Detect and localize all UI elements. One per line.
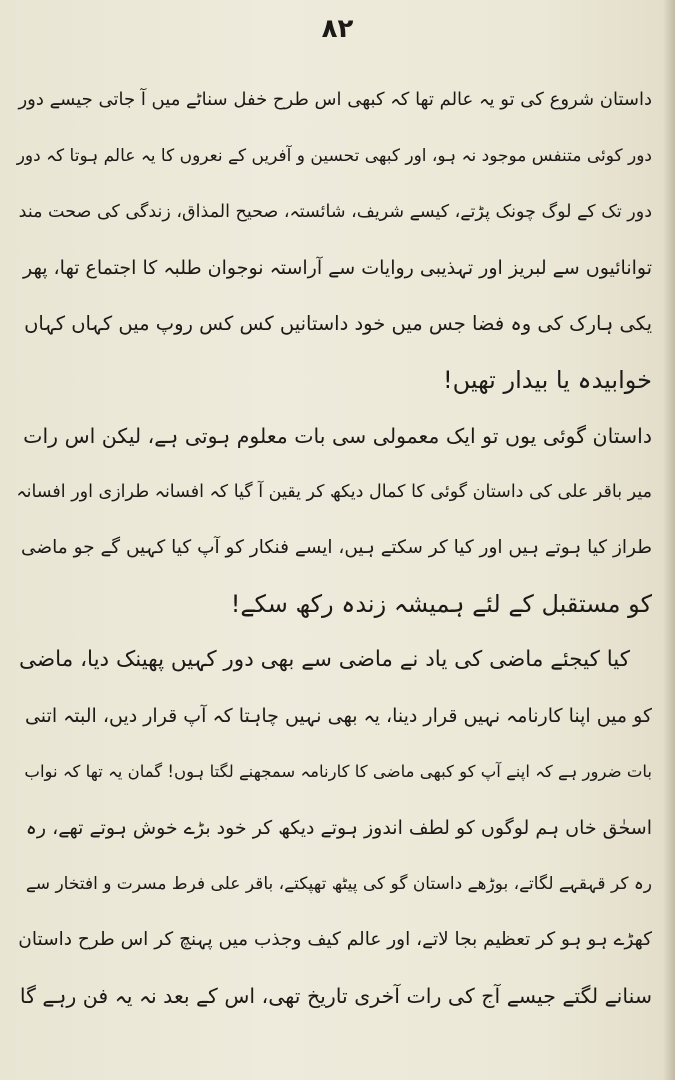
text-line: اسحٰق خاں ہم لوگوں کو لطف اندوز ہوتے دیکھ کر خود بڑے خوش ہوتے تھے، رہ — [25, 817, 652, 839]
body-text — [12, 72, 652, 1024]
text-line: کو میں اپنا کارنامہ نہیں قرار دینا، یہ بھی نہیں چاہتا کہ آپ قرار دیں، البتہ اتنی — [24, 705, 652, 727]
text-line: داستان شروع کی تو یہ عالم تھا کہ کبھی اس طرح خفل سناٹے میں آ جاتی جیسے دور — [18, 89, 652, 110]
text-line: بات ضرور ہے کہ اپنے آپ کو کبھی ماضی کا کارنامہ سمجھنے لگتا ہوں! گمان یہ تھا کہ نواب — [24, 762, 652, 781]
text-line: دور تک کے لوگ چونک پڑتے، کیسے شریف، شائستہ، صحیح المذاق، زندگی کی صحت مند — [18, 202, 652, 222]
text-line: توانائیوں سے لبریز اور تہذیبی روایات سے آراستہ نوجوان طلبہ کا اجتماع تھا، پھر — [22, 257, 652, 279]
text-line: داستان گوئی یوں تو ایک معمولی سی بات معلوم ہوتی ہے، لیکن اس رات — [23, 424, 652, 448]
text-line: خوابیدہ یا بیدار تھیں! — [442, 366, 652, 394]
text-line: سنانے لگتے جیسے آج کی رات آخری تاریخ تھی، اس کے بعد نہ یہ فن رہے گا — [19, 984, 652, 1008]
text-line: دور کوئی متنفس موجود نہ ہو، اور کبھی تحسین و آفریں کے نعروں کا یہ عالم ہوتا کہ دور — [16, 146, 652, 166]
page-number: ۸۲ — [321, 14, 354, 44]
text-line: طراز کیا ہوتے ہیں اور کیا کر سکتے ہیں، ایسے فنکار کو آپ کیا کہیں گے جو ماضی — [21, 537, 652, 558]
binding-shadow — [663, 0, 675, 1080]
text-line: یکی ہارک کی وہ فضا جس میں خود داستانیں کس کس روپ میں کہاں کہاں — [24, 312, 652, 335]
text-line: کو مستقبل کے لئے ہمیشہ زندہ رکھ سکے! — [230, 590, 652, 618]
text-line: کیا کیجئے ماضی کی یاد نے ماضی سے بھی دور کہیں پھینک دیا، ماضی — [19, 647, 630, 672]
text-line: کھڑے ہو ہو کر تعظیم بجا لاتے، اور عالم کیف وجذب میں پہنچ کر اس طرح داستان — [18, 929, 652, 950]
text-line: میر باقر علی کی داستان گوئی کا کمال دیکھ کر یقین آ گیا کہ افسانہ طرازی اور افسانہ — [16, 482, 652, 502]
text-line: رہ کر قہقہے لگاتے، بوڑھے داستان گو کی پیٹھ تھپکتے، باقر علی فرط مسرت و افتخار سے — [25, 874, 652, 894]
